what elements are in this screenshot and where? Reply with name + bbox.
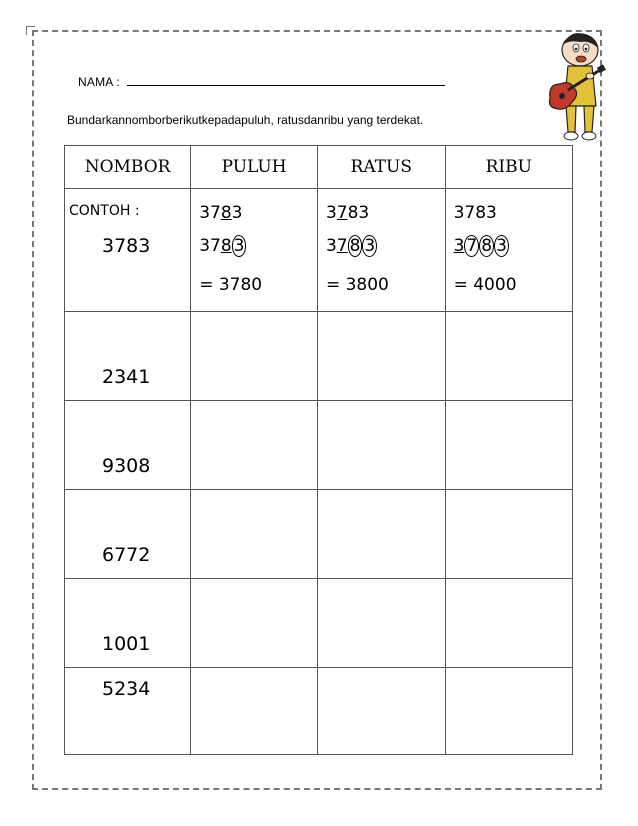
number-cell [65, 668, 191, 755]
instruction-text: Bundarkannomborberikutkepadapuluh, ratusdanribu yang terdekat. [67, 113, 424, 127]
puluh-result: = 3780 [199, 275, 263, 295]
name-label: NAMA : [78, 75, 120, 89]
ribu-line-2: 3 7 8 3 [453, 236, 507, 256]
example-number-cell [65, 189, 191, 312]
table-row [65, 312, 573, 401]
example-ratus-cell [317, 189, 445, 312]
header-row [65, 146, 573, 189]
answer-puluh-cell[interactable] [191, 668, 318, 755]
answer-puluh-cell[interactable] [191, 490, 318, 579]
header-ribu: RIBU [445, 146, 572, 189]
table-row [65, 668, 573, 755]
example-row [65, 189, 573, 312]
answer-ribu-cell[interactable] [445, 490, 572, 579]
answer-ribu-cell[interactable] [445, 312, 572, 401]
example-puluh-cell [191, 189, 318, 312]
answer-ratus-cell[interactable] [317, 490, 445, 579]
ribu-result: = 4000 [453, 275, 517, 295]
answer-puluh-cell[interactable] [191, 579, 318, 668]
number-value: 2341 [102, 366, 151, 388]
header-ratus: RATUS [317, 146, 445, 189]
cartoon-boy-guitar-icon [540, 28, 610, 148]
ratus-result: = 3800 [325, 275, 389, 295]
rounding-table [64, 145, 573, 755]
example-label: CONTOH : [69, 203, 140, 219]
answer-ratus-cell[interactable] [317, 668, 445, 755]
number-cell [65, 579, 191, 668]
answer-ratus-cell[interactable] [317, 401, 445, 490]
answer-ratus-cell[interactable] [317, 579, 445, 668]
answer-puluh-cell[interactable] [191, 401, 318, 490]
example-number: 3783 [102, 235, 151, 257]
answer-puluh-cell[interactable] [191, 312, 318, 401]
answer-ratus-cell[interactable] [317, 312, 445, 401]
puluh-line-1: 3783 [199, 203, 243, 223]
header-puluh: PULUH [191, 146, 318, 189]
number-cell [65, 312, 191, 401]
answer-ribu-cell[interactable] [445, 401, 572, 490]
ribu-line-1: 3783 [453, 203, 497, 223]
example-ribu-cell [445, 189, 572, 312]
name-underline[interactable] [127, 74, 445, 86]
answer-ribu-cell[interactable] [445, 668, 572, 755]
number-cell [65, 401, 191, 490]
table-row [65, 401, 573, 490]
ratus-line-2: 37 8 3 [325, 236, 376, 256]
number-value: 9308 [102, 455, 151, 477]
puluh-line-2: 378 3 [199, 236, 245, 256]
number-value: 1001 [102, 633, 151, 655]
number-value: 5234 [102, 678, 151, 700]
table-row [65, 490, 573, 579]
table-row [65, 579, 573, 668]
header-nombor: NOMBOR [65, 146, 191, 189]
number-cell [65, 490, 191, 579]
corner-mark [26, 26, 35, 35]
answer-ribu-cell[interactable] [445, 579, 572, 668]
ratus-line-1: 3783 [325, 203, 370, 223]
name-field [78, 74, 445, 89]
number-value: 6772 [102, 544, 151, 566]
